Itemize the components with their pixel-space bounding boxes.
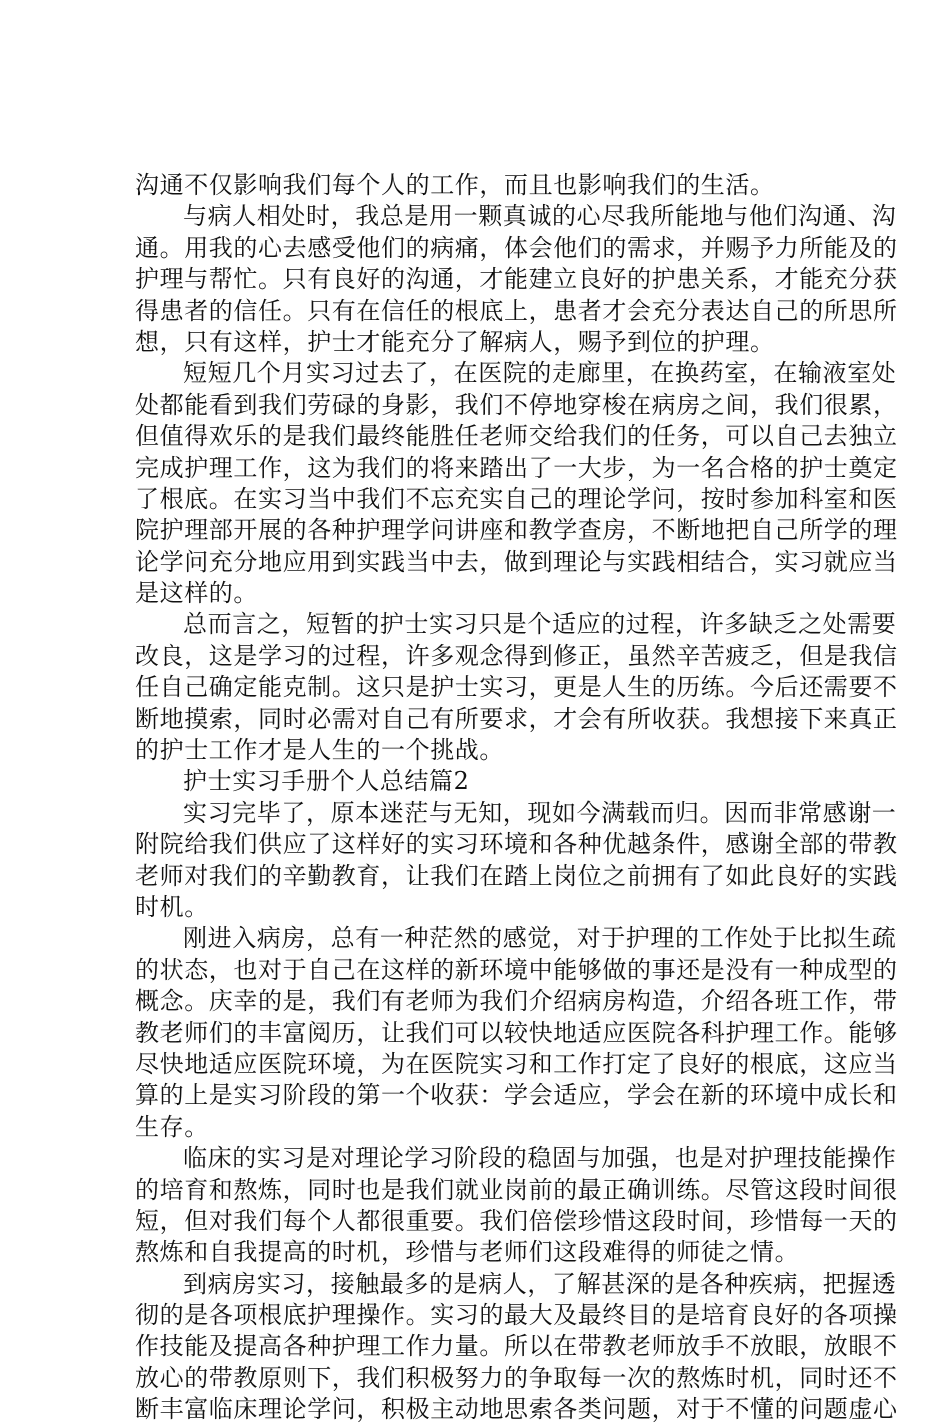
text-line: 生存。	[135, 1112, 209, 1141]
text-line: 了根底。在实习当中我们不忘充实自己的理论学问，按时参加科室和医	[135, 484, 898, 513]
text-line: 但值得欢乐的是我们最终能胜任老师交给我们的任务，可以自己去独立	[135, 422, 898, 451]
text-line: 时机。	[135, 892, 209, 921]
text-line: 短，但对我们每个人都很重要。我们倍偿珍惜这段时间，珍惜每一天的	[135, 1206, 898, 1235]
text-line: 尽快地适应医院环境，为在医院实习和工作打定了良好的根底，这应当	[135, 1049, 898, 1078]
text-line: 沟通不仅影响我们每个人的工作，而且也影响我们的生活。	[135, 171, 775, 199]
paragraph-start-line: 实习完毕了，原本迷茫与无知，现如今满载而归。因而非常感谢一	[183, 798, 897, 827]
text-line: 作技能及提高各种护理工作力量。所以在带教老师放手不放眼，放眼不	[135, 1332, 898, 1361]
document-body	[135, 170, 898, 1426]
text-line: 改良，这是学习的过程，许多观念得到修正，虽然辛苦疲乏，但是我信	[135, 641, 898, 670]
text-line: 院护理部开展的各种护理学问讲座和教学查房，不断地把自己所学的理	[135, 516, 898, 545]
text-line: 处都能看到我们劳碌的身影，我们不停地穿梭在病房之间，我们很累，	[135, 390, 898, 419]
paragraph-start-line: 刚进入病房，总有一种茫然的感觉，对于护理的工作处于比拟生疏	[183, 924, 897, 953]
text-line: 的护士工作才是人生的一个挑战。	[135, 736, 504, 765]
text-line: 是这样的。	[135, 579, 258, 608]
text-line: 完成护理工作，这为我们的将来踏出了一大步，为一名合格的护士奠定	[135, 453, 898, 482]
paragraph-start-line: 临床的实习是对理论学习阶段的稳固与加强，也是对护理技能操作	[183, 1144, 897, 1173]
text-line: 断丰富临床理论学问，积极主动地思索各类问题，对于不懂的问题虚心	[135, 1395, 898, 1424]
text-line: 附院给我们供应了这样好的实习环境和各种优越条件，感谢全部的带教	[135, 830, 898, 859]
text-line: 论学问充分地应用到实践当中去，做到理论与实践相结合，实习就应当	[135, 547, 898, 576]
text-line: 放心的带教原则下，我们积极努力的争取每一次的熬炼时机，同时还不	[135, 1363, 898, 1392]
text-line: 熬炼和自我提高的时机，珍惜与老师们这段难得的师徒之情。	[135, 1238, 800, 1267]
text-line: 的状态，也对于自己在这样的新环境中能够做的事还是没有一种成型的	[135, 955, 898, 984]
text-line: 得患者的信任。只有在信任的根底上，患者才会充分表达自己的所思所	[135, 296, 898, 325]
section-heading: 护士实习手册个人总结篇2	[183, 767, 470, 796]
text-line: 通。用我的心去感受他们的病痛，体会他们的需求，并赐予力所能及的	[135, 233, 898, 262]
text-line: 任自己确定能克制。这只是护士实习，更是人生的历练。今后还需要不	[135, 673, 898, 702]
text-line: 老师对我们的辛勤教育，让我们在踏上岗位之前拥有了如此良好的实践	[135, 861, 898, 890]
paragraph-start-line: 总而言之，短暂的护士实习只是个适应的过程，许多缺乏之处需要	[183, 610, 897, 639]
text-line: 教老师们的丰富阅历，让我们可以较快地适应医院各科护理工作。能够	[135, 1018, 898, 1047]
text-line: 断地摸索，同时必需对自己有所要求，才会有所收获。我想接下来真正	[135, 704, 898, 733]
paragraph-start-line: 与病人相处时，我总是用一颗真诚的心尽我所能地与他们沟通、沟	[183, 202, 897, 231]
text-line: 护理与帮忙。只有良好的沟通，才能建立良好的护患关系，才能充分获	[135, 265, 898, 294]
text-line: 想，只有这样，护士才能充分了解病人，赐予到位的护理。	[135, 327, 775, 356]
text-line: 彻的是各项根底护理操作。实习的最大及最终目的是培育良好的各项操	[135, 1301, 898, 1330]
paragraph-start-line: 短短几个月实习过去了，在医院的走廊里，在换药室，在输液室处	[183, 359, 897, 388]
text-line: 算的上是实习阶段的第一个收获：学会适应，学会在新的环境中成长和	[135, 1081, 898, 1110]
text-line: 的培育和熬炼，同时也是我们就业岗前的最正确训练。尽管这段时间很	[135, 1175, 898, 1204]
paragraph-start-line: 到病房实习，接触最多的是病人，了解甚深的是各种疾病，把握透	[183, 1269, 897, 1298]
text-line: 概念。庆幸的是，我们有老师为我们介绍病房构造，介绍各班工作，带	[135, 987, 898, 1016]
